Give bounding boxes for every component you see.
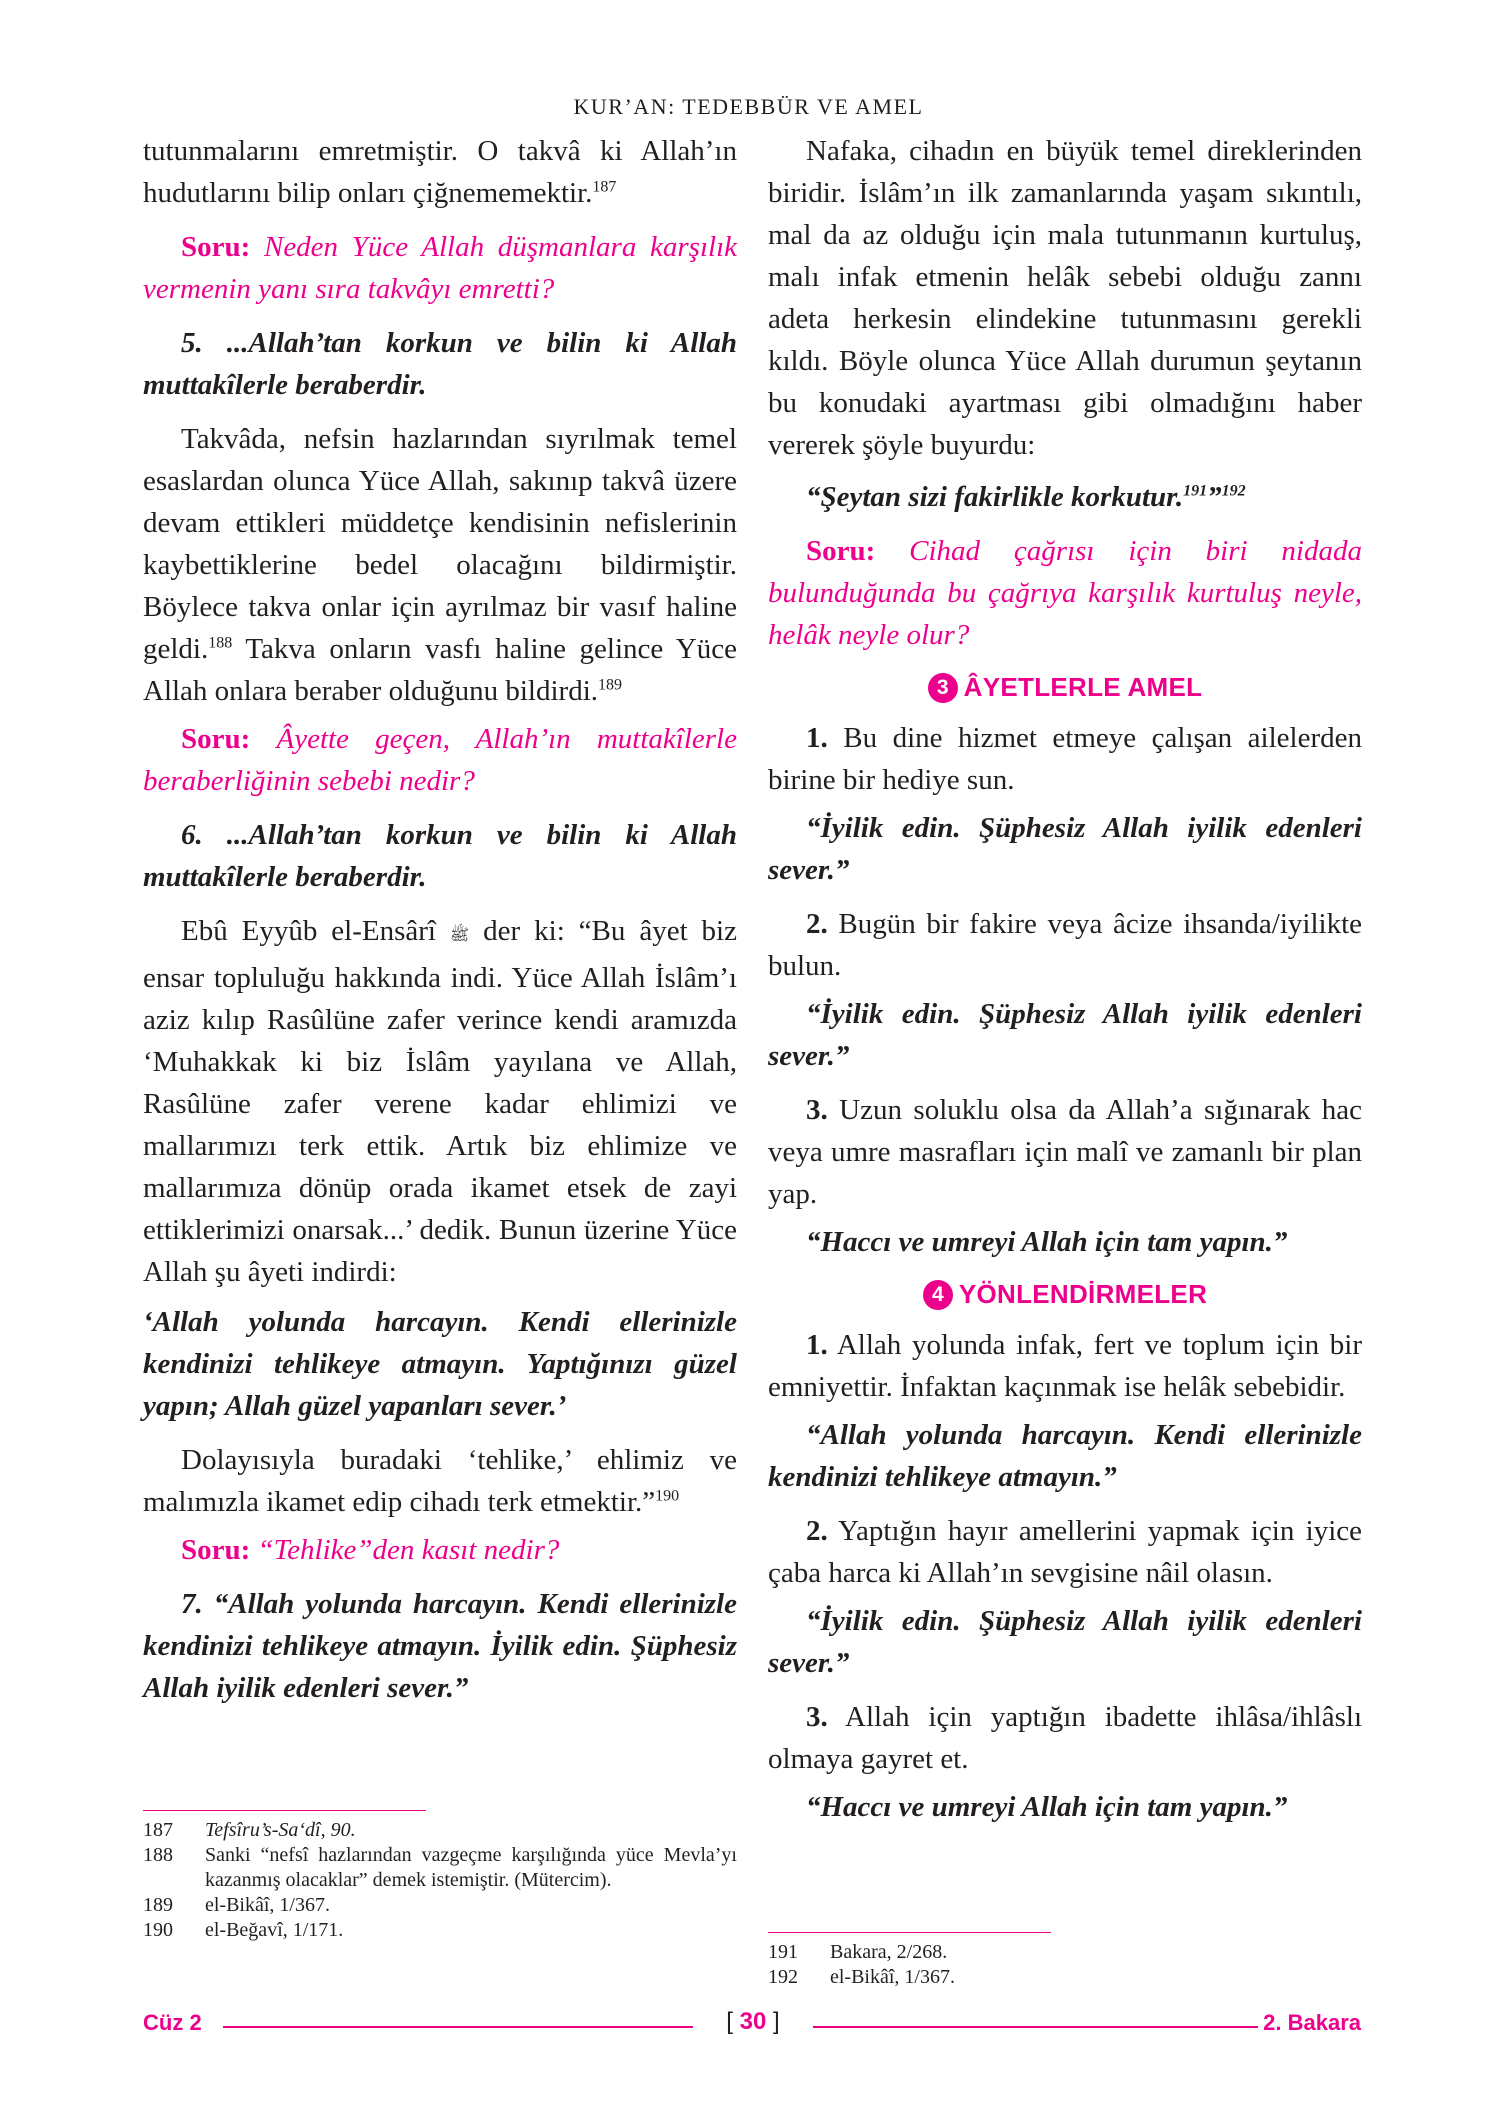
footnote: 192 el-Bikâî, 1/367.	[768, 1966, 955, 1988]
verse-quote: ‘Allah yolunda harcayın. Kendi ellerinizle kendinizi tehlikeye atmayın. Yaptığınızı güzel yapın; Allah güzel yapanları sever.’	[143, 1306, 737, 1422]
paragraph: Dolayısıyla buradaki ‘tehlike,’ ehlimiz ve malımızla ikamet edip cihadı terk etmektir.”$^{190}$	[143, 1444, 737, 1518]
question: Soru: Cihad çağrısı için biri nidada bulunduğunda bu çağrıya karşılık kurtuluş neyle, helâk neyle olur?	[768, 535, 1362, 651]
right-column	[768, 130, 1362, 1840]
footnote-ref[interactable]: 187	[592, 178, 617, 196]
footnote-ref[interactable]: 192	[1221, 482, 1246, 500]
question: Soru: Âyette geçen, Allah’ın muttakîlerle beraberliğinin sebebi nedir?	[143, 723, 737, 797]
section-number-badge: 4	[923, 1280, 953, 1310]
question: Soru: “Tehlike”den kasıt nedir?	[181, 1534, 560, 1566]
paragraph: Takvâda, nefsin hazlarından sıyrılmak temel esaslardan olunca Yüce Allah, sakınıp takvâ üzere devam ettikleri müddetçe kendisinin nefislerinin kaybettiklerine bedel olacağını bildirmiştir. Böylece takva onlar için ayrılmaz bir vasıf haline geldi.$^{188}$ Takva onların vasfı haline gelince Yüce Allah onlara beraber olduğunu bildirdi.$^{189}$	[143, 423, 737, 707]
list-item: 1. Allah yolunda infak, fert ve toplum için bir emniyettir. İnfaktan kaçınmak ise helâk sebebidir.	[768, 1329, 1362, 1403]
running-title: KUR’AN: TEDEBBÜR VE AMEL	[573, 94, 924, 119]
list-item: 3. Uzun soluklu olsa da Allah’a sığınarak hac veya umre masrafları için malî ve zamanlı bir plan yap.	[768, 1094, 1362, 1210]
surah-label: 2. Bakara	[1263, 2010, 1361, 2035]
footnotes-right	[768, 1940, 1362, 1990]
footnotes-left	[143, 1818, 737, 1943]
verse-quote: “Haccı ve umreyi Allah için tam yapın.”	[806, 1791, 1288, 1823]
list-item: 1. Bu dine hizmet etmeye çalışan ailelerden birine bir hediye sun.	[768, 722, 1362, 796]
footer-rule-right	[813, 2026, 1258, 2028]
list-item: 2. Yaptığın hayır amellerini yapmak için iyice çaba harca ki Allah’ın sevgisine nâil olasın.	[768, 1515, 1362, 1589]
footnote-ref[interactable]: 190	[655, 1487, 680, 1505]
verse-quote: “Allah yolunda harcayın. Kendi ellerinizle kendinizi tehlikeye atmayın.”	[768, 1419, 1362, 1493]
paragraph: Ebû Eyyûb el-Ensârî ﷺ der ki: “Bu âyet biz ensar topluluğu hakkında indi. Yüce Allah İslâm’ı aziz kılıp Rasûlüne zafer verince kendi aramızda ‘Muhakkak ki biz İslâm yayılana ve Allah, Rasûlüne zafer verene kadar ehlimizi ve mallarımızı terk ettik. Artık biz ehlimize ve mallarımıza dönüp orada ikamet etsek de zayi ettiklerimizi onarsak...’ dedik. Bunun üzerine Yüce Allah şu âyeti indirdi:	[143, 915, 737, 1288]
footnote-ref[interactable]: 191	[1183, 482, 1208, 500]
section-number-badge: 3	[928, 673, 958, 703]
paragraph: Nafaka, cihadın en büyük temel direklerinden biridir. İslâm’ın ilk zamanlarında yaşam sıkıntılı, mal da az olduğu için mala tutunmanın kurtuluş, malı infak etmenin helâk sebebi olduğu zannı adeta herkesin elindekine tutunmasını gerekli kıldı. Böyle olunca Yüce Allah durumun şeytanın bu konudaki ayartması gibi olmadığını haber vererek şöyle buyurdu:	[768, 135, 1362, 461]
verse-quote: “İyilik edin. Şüphesiz Allah iyilik edenleri sever.”	[768, 1605, 1362, 1679]
section-heading-4	[768, 1279, 1362, 1310]
verse-heading: 6. ...Allah’tan korkun ve bilin ki Allah muttakîlerle beraberdir.	[143, 819, 737, 893]
verse-quote: “İyilik edin. Şüphesiz Allah iyilik edenleri sever.”	[768, 812, 1362, 886]
section-title: YÖNLENDİRMELER	[958, 1279, 1208, 1309]
footnote: 190 el-Beğavî, 1/171.	[143, 1919, 344, 1941]
juz-label: Cüz 2	[143, 2010, 202, 2035]
list-item: 2. Bugün bir fakire veya âcize ihsanda/iyilikte bulun.	[768, 908, 1362, 982]
footnote: 187 Tefsîru’s-Sa‘dî, 90.	[143, 1819, 356, 1841]
section-heading-3	[768, 672, 1362, 703]
verse-heading: 5. ...Allah’tan korkun ve bilin ki Allah muttakîlerle beraberdir.	[143, 327, 737, 401]
footnote-ref[interactable]: 188	[208, 634, 233, 652]
verse-quote: “İyilik edin. Şüphesiz Allah iyilik edenleri sever.”	[768, 998, 1362, 1072]
verse-quote: “Şeytan sizi fakirlikle korkutur.$^{191}$”$^{192}$	[806, 481, 1246, 513]
page-number: [ 30 ]	[726, 2008, 780, 2035]
paragraph: tutunmalarını emretmiştir. O takvâ ki Allah’ın hudutlarını bilip onları çiğnememektir.$^{187}$	[143, 135, 737, 209]
footnote: 191 Bakara, 2/268.	[768, 1941, 948, 1963]
section-title: ÂYETLERLE AMEL	[963, 672, 1203, 702]
question: Soru: Neden Yüce Allah düşmanlara karşılık vermenin yanı sıra takvâyı emretti?	[143, 231, 737, 305]
footnote-divider	[143, 1810, 426, 1811]
list-item: 3. Allah için yaptığın ibadette ihlâsa/ihlâslı olmaya gayret et.	[768, 1701, 1362, 1775]
verse-quote: “Haccı ve umreyi Allah için tam yapın.”	[806, 1226, 1288, 1258]
footnote: 188 Sanki “nefsî hazlarından vazgeçme karşılığında yüce Mevla’yı kazanmış olacaklar” demek istemiştir. (Mütercim).	[143, 1844, 737, 1891]
footer-rule-left	[223, 2026, 693, 2028]
honorific-glyph: ﷺ	[449, 927, 470, 944]
footnote-ref[interactable]: 189	[598, 676, 623, 694]
footnote: 189 el-Bikâî, 1/367.	[143, 1894, 330, 1916]
left-column	[143, 130, 737, 1721]
page-footer	[143, 2010, 1361, 2040]
footnote-divider	[768, 1932, 1051, 1933]
verse-heading: 7. “Allah yolunda harcayın. Kendi ellerinizle kendinizi tehlikeye atmayın. İyilik edin. Şüphesiz Allah iyilik edenleri sever.”	[143, 1588, 737, 1704]
